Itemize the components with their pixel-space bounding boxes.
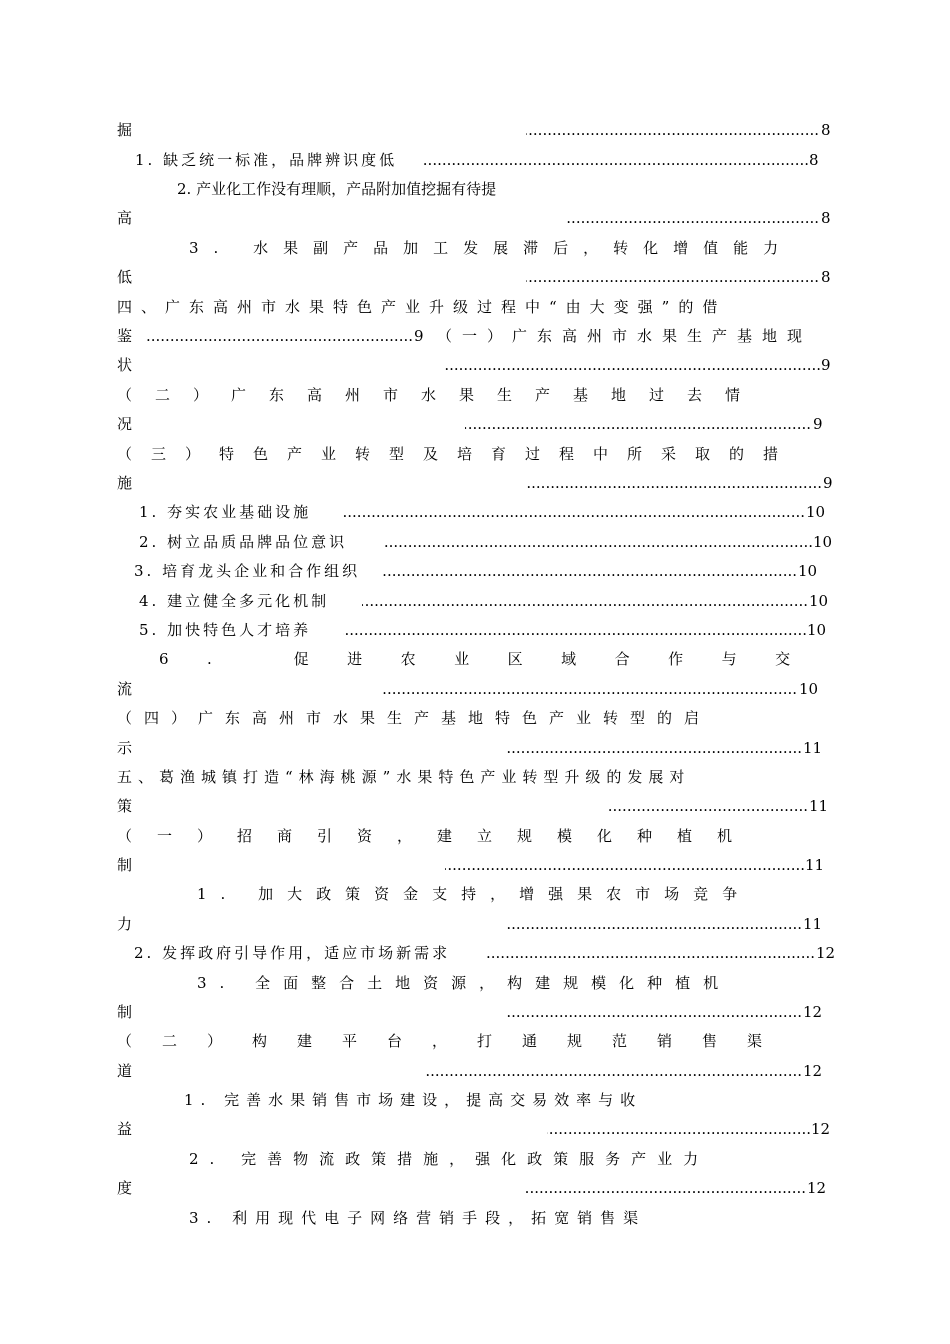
- toc-line: [117, 147, 829, 173]
- toc-leader: [424, 1058, 802, 1084]
- toc-page-number: 12: [811, 1120, 831, 1138]
- toc-page-number: 11: [809, 797, 829, 815]
- toc-line: [117, 1087, 829, 1113]
- toc-line: [117, 793, 829, 819]
- toc-entry-text: 2. 树立品质品牌品位意识: [139, 533, 348, 551]
- toc-line: [117, 970, 829, 996]
- toc-line: [117, 1028, 829, 1054]
- toc-page-number: 11: [805, 856, 825, 874]
- toc-entry-text: 5. 加快特色人才培养: [139, 621, 312, 639]
- toc-line: [117, 1116, 829, 1142]
- toc-page-number: 8: [809, 151, 819, 169]
- toc-line: [117, 117, 829, 143]
- toc-entry-text: 五、葛渔城镇打造“林海桃源”水果特色产业转型升级的发展对: [117, 768, 691, 786]
- toc-leader: [383, 676, 797, 702]
- toc-entry-continuation: 策: [117, 797, 136, 815]
- toc-entry-continuation: 道: [117, 1062, 136, 1080]
- toc-entry-continuation: 益: [117, 1120, 136, 1138]
- toc-entry-continuation: 鉴: [117, 327, 136, 345]
- toc-leader: [526, 117, 819, 143]
- toc-line: [117, 176, 829, 202]
- toc-page-number: 8: [821, 121, 831, 139]
- toc-page-number: 9: [813, 415, 823, 433]
- toc-page-number: 10: [807, 621, 827, 639]
- toc-leader: [423, 147, 809, 173]
- toc-line: [117, 264, 829, 290]
- toc-page-number: 8: [821, 209, 831, 227]
- toc-leader: [343, 617, 807, 643]
- toc-page-number: 9: [414, 327, 424, 345]
- toc-entry-text: 6. 促进农业区域合作与交: [159, 650, 829, 668]
- toc-leader: [145, 323, 413, 349]
- toc-line: [117, 705, 829, 731]
- toc-leader: [505, 911, 802, 937]
- toc-entry-continuation: 度: [117, 1179, 136, 1197]
- toc-line: [117, 352, 829, 378]
- toc-line: [117, 676, 829, 702]
- toc-entry-continuation: 状: [117, 356, 136, 374]
- toc-page-number: 12: [807, 1179, 827, 1197]
- toc-entry-continuation: 况: [117, 415, 136, 433]
- toc-entry-text: （四）广东高州市水果生产基地特色产业转型的启: [117, 709, 712, 727]
- toc-page-number: 10: [798, 562, 818, 580]
- toc-line: [117, 558, 829, 584]
- toc-entry-continuation: 制: [117, 1003, 136, 1021]
- toc-line: [117, 646, 829, 672]
- toc-entry-text: （一）广东高州市水果生产基地现: [437, 327, 813, 345]
- toc-entry-text: 1. 完善水果销售市场建设，提高交易效率与收: [184, 1091, 643, 1109]
- toc-line: [117, 529, 833, 555]
- toc-line: [117, 999, 829, 1025]
- toc-page-number: 11: [803, 915, 823, 933]
- toc-entry-text: （二）构建平台，打通规范销售渠: [117, 1032, 793, 1050]
- toc-line: [117, 1058, 829, 1084]
- toc-entry-continuation: 制: [117, 856, 136, 874]
- toc-line: [117, 588, 829, 614]
- toc-leader: [343, 499, 805, 525]
- toc-line: [117, 1175, 829, 1201]
- toc-page-number: 10: [799, 680, 819, 698]
- toc-page-number: 11: [803, 739, 823, 757]
- toc-entry-text: 1. 夯实农业基础设施: [139, 503, 312, 521]
- toc-line: [117, 235, 829, 261]
- toc-line: [117, 470, 833, 496]
- toc-line: [117, 735, 829, 761]
- toc-page-number: 10: [806, 503, 826, 521]
- toc-entry-text: （三）特色产业转型及培育过程中所采取的措: [117, 445, 798, 463]
- toc-entry-text: 1. 加大政策资金支持，增强果农市场竞争: [197, 885, 752, 903]
- toc-leader: [505, 999, 802, 1025]
- toc-page-number: 12: [803, 1062, 823, 1080]
- toc-leader: [526, 470, 822, 496]
- toc-line: [117, 323, 829, 349]
- toc-leader: [567, 205, 819, 231]
- toc-leader: [362, 588, 808, 614]
- toc-page-number: 9: [823, 474, 833, 492]
- toc-line: [117, 382, 829, 408]
- toc-line: [117, 294, 829, 320]
- toc-entry-continuation: 流: [117, 680, 136, 698]
- toc-line: [117, 205, 829, 231]
- toc-entry-text: 3. 水果副产品加工发展滞后，转化增值能力: [189, 239, 794, 257]
- toc-line: [117, 940, 836, 966]
- toc-leader: [547, 1116, 811, 1142]
- toc-leader: [607, 793, 808, 819]
- toc-entry-text: 1. 缺乏统一标准，品牌辨识度低: [135, 151, 398, 169]
- toc-entry-text: 掘: [117, 121, 136, 139]
- toc-entry-continuation: 高: [117, 209, 136, 227]
- toc-entry-text: （二）广东高州市水果生产基地过去情: [117, 386, 764, 404]
- toc-entry-text: 2. 完善物流政策措施，强化政策服务产业力: [189, 1150, 710, 1168]
- toc-line: [117, 881, 829, 907]
- toc-leader: [383, 529, 813, 555]
- toc-line: [117, 764, 829, 790]
- toc-entry-continuation: 力: [117, 915, 136, 933]
- toc-entry-text: 3. 全面整合土地资源，构建规模化种植机: [197, 974, 732, 992]
- toc-line: [117, 852, 829, 878]
- toc-entry-text: 4. 建立健全多元化机制: [139, 592, 330, 610]
- toc-leader: [526, 1175, 806, 1201]
- toc-line: [117, 1146, 829, 1172]
- toc-leader: [526, 264, 819, 290]
- toc-leader: [445, 352, 821, 378]
- toc-page-number: 9: [821, 356, 831, 374]
- toc-entry-continuation: 示: [117, 739, 136, 757]
- toc-entry-text: 2. 产业化工作没有理顺，产品附加值挖掘有待提: [177, 180, 497, 198]
- toc-entry-text: 3. 利用现代电子网络营销手段，拓宽销售渠: [189, 1209, 647, 1227]
- toc-entry-text: 3. 培育龙头企业和合作组织: [134, 562, 361, 580]
- toc-leader: [505, 735, 802, 761]
- toc-line: [117, 499, 829, 525]
- toc-page-number: 10: [813, 533, 833, 551]
- toc-page-number: 8: [821, 268, 831, 286]
- toc-page-number: 12: [816, 944, 836, 962]
- toc-entry-text: 2. 发挥政府引导作用，适应市场新需求: [134, 944, 451, 962]
- toc-line: [117, 1205, 829, 1231]
- toc-entry-continuation: 低: [117, 268, 136, 286]
- toc-line: [117, 411, 829, 437]
- toc-page-number: 12: [803, 1003, 823, 1021]
- toc-leader: [445, 852, 805, 878]
- toc-line: [117, 823, 829, 849]
- toc-entry-text: 四、广东高州市水果特色产业升级过程中“由大变强”的借: [117, 298, 727, 316]
- toc-leader: [485, 940, 815, 966]
- toc-leader: [383, 558, 797, 584]
- toc-leader: [465, 411, 811, 437]
- toc-line: [117, 441, 829, 467]
- toc-page-number: 10: [809, 592, 829, 610]
- toc-entry-text: （一）招商引资，建立规模化种植机: [117, 827, 758, 845]
- toc-line: [117, 911, 829, 937]
- toc-line: [117, 617, 829, 643]
- toc-entry-continuation: 施: [117, 474, 136, 492]
